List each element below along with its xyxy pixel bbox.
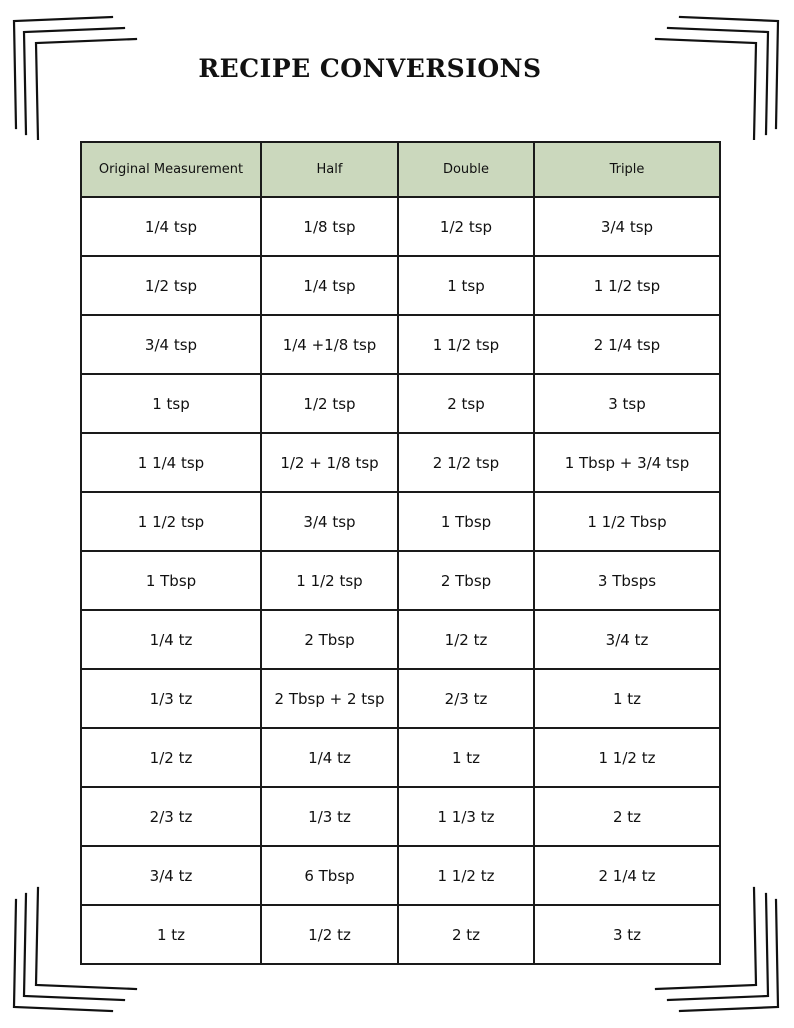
cell-original: 1/3 tz xyxy=(81,669,261,728)
table-header-row xyxy=(81,142,720,197)
cell-double: 1 1/3 tz xyxy=(398,787,534,846)
cell-triple: 1 1/2 Tbsp xyxy=(534,492,720,551)
cell-half: 3/4 tsp xyxy=(261,492,398,551)
cell-original: 1 tz xyxy=(81,905,261,964)
cell-double: 1/2 tz xyxy=(398,610,534,669)
cell-double: 1 1/2 tsp xyxy=(398,315,534,374)
cell-original: 1 1/4 tsp xyxy=(81,433,261,492)
cell-double: 1 1/2 tz xyxy=(398,846,534,905)
cell-original: 3/4 tz xyxy=(81,846,261,905)
cell-triple: 2 1/4 tz xyxy=(534,846,720,905)
table-row xyxy=(81,787,720,846)
cell-double: 2/3 tz xyxy=(398,669,534,728)
cell-half: 1/2 tsp xyxy=(261,374,398,433)
table-row xyxy=(81,315,720,374)
table-row xyxy=(81,197,720,256)
table-row xyxy=(81,492,720,551)
cell-original: 1/4 tz xyxy=(81,610,261,669)
cell-triple: 3/4 tsp xyxy=(534,197,720,256)
table-row xyxy=(81,374,720,433)
cell-double: 2 tz xyxy=(398,905,534,964)
cell-triple: 3 tsp xyxy=(534,374,720,433)
cell-half: 2 Tbsp xyxy=(261,610,398,669)
cell-original: 2/3 tz xyxy=(81,787,261,846)
cell-double: 1/2 tsp xyxy=(398,197,534,256)
cell-half: 1/3 tz xyxy=(261,787,398,846)
table-row xyxy=(81,551,720,610)
cell-half: 1/2 tz xyxy=(261,905,398,964)
cell-original: 1 1/2 tsp xyxy=(81,492,261,551)
column-header-double: Double xyxy=(398,142,534,197)
cell-original: 1/2 tz xyxy=(81,728,261,787)
cell-triple: 1 1/2 tsp xyxy=(534,256,720,315)
cell-half: 1/4 +1/8 tsp xyxy=(261,315,398,374)
cell-half: 1/2 + 1/8 tsp xyxy=(261,433,398,492)
cell-triple: 1 tz xyxy=(534,669,720,728)
table-row xyxy=(81,669,720,728)
table-row xyxy=(81,846,720,905)
cell-original: 1 Tbsp xyxy=(81,551,261,610)
cell-original: 3/4 tsp xyxy=(81,315,261,374)
cell-original: 1 tsp xyxy=(81,374,261,433)
cell-original: 1/2 tsp xyxy=(81,256,261,315)
cell-double: 1 tsp xyxy=(398,256,534,315)
cell-triple: 3 tz xyxy=(534,905,720,964)
column-header-half: Half xyxy=(261,142,398,197)
cell-half: 1/8 tsp xyxy=(261,197,398,256)
table-row xyxy=(81,905,720,964)
cell-half: 1/4 tz xyxy=(261,728,398,787)
table-row xyxy=(81,728,720,787)
cell-original: 1/4 tsp xyxy=(81,197,261,256)
cell-double: 2 tsp xyxy=(398,374,534,433)
cell-triple: 3 Tbsps xyxy=(534,551,720,610)
conversion-table xyxy=(80,141,721,965)
page-title: RECIPE CONVERSIONS xyxy=(198,54,542,83)
column-header-triple: Triple xyxy=(534,142,720,197)
cell-half: 6 Tbsp xyxy=(261,846,398,905)
cell-half: 1 1/2 tsp xyxy=(261,551,398,610)
column-header-original: Original Measurement xyxy=(81,142,261,197)
cell-double: 2 1/2 tsp xyxy=(398,433,534,492)
cell-double: 2 Tbsp xyxy=(398,551,534,610)
table-row xyxy=(81,256,720,315)
table-row xyxy=(81,433,720,492)
cell-half: 1/4 tsp xyxy=(261,256,398,315)
cell-triple: 2 1/4 tsp xyxy=(534,315,720,374)
cell-double: 1 tz xyxy=(398,728,534,787)
cell-triple: 1 Tbsp + 3/4 tsp xyxy=(534,433,720,492)
cell-triple: 3/4 tz xyxy=(534,610,720,669)
cell-triple: 2 tz xyxy=(534,787,720,846)
cell-double: 1 Tbsp xyxy=(398,492,534,551)
table-row xyxy=(81,610,720,669)
cell-half: 2 Tbsp + 2 tsp xyxy=(261,669,398,728)
cell-triple: 1 1/2 tz xyxy=(534,728,720,787)
